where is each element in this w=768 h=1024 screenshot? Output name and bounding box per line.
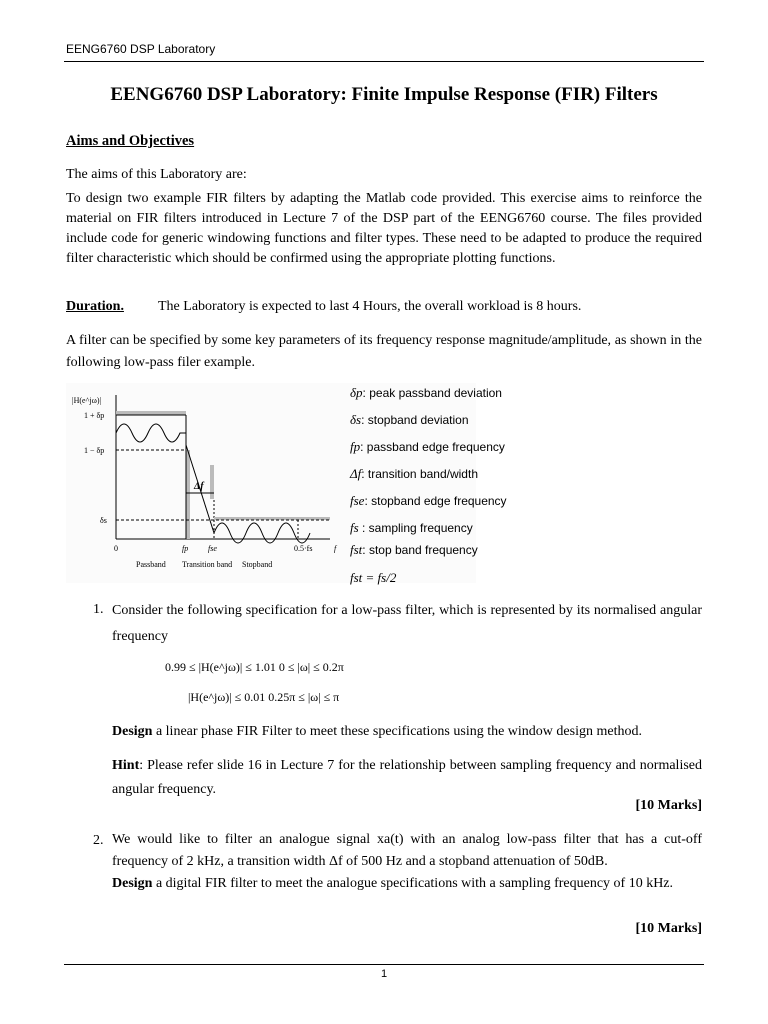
header-rule	[64, 61, 704, 62]
legend-delta-f	[350, 466, 478, 482]
legend-fp	[350, 439, 505, 455]
aims-intro: The aims of this Laboratory are:	[66, 167, 247, 182]
aims-body: To design two example FIR filters by adapting the Matlab code provided. This exercise aims to reinforce the material on FIR filters introduced in Lecture 7 of the DSP part of the EENG6760 course. The files provided include code for generic windowing functions and filter types. These need to be adapted to produce the required filter characteristic which should be confirmed using the appropriate plotting functions.	[66, 191, 702, 266]
region-stopband: Stopband	[242, 560, 273, 569]
x-tick-f: f	[334, 544, 337, 553]
legend-sym: δp	[350, 385, 363, 400]
legend-desc: : peak passband deviation	[362, 386, 502, 400]
q2-design	[112, 871, 702, 897]
q2-design-text: a digital FIR filter to meet the analogue specifications with a sampling frequency of 10 kHz.	[152, 876, 674, 891]
q1-design-text: a linear phase FIR Filter to meet these specifications using the window design method.	[152, 724, 642, 739]
x-tick-half-fs: 0.5·fs	[294, 544, 313, 553]
legend-delta-s	[350, 412, 469, 428]
q1-hint-label: Hint	[112, 758, 140, 773]
legend-sym: fp	[350, 439, 361, 454]
page-title: EENG6760 DSP Laboratory: Finite Impulse Response (FIR) Filters	[110, 84, 658, 105]
q1-hint	[112, 754, 702, 802]
legend-sym: Δf	[350, 466, 362, 481]
duration-text: The Laboratory is expected to last 4 Hours, the overall workload is 8 hours.	[158, 299, 582, 314]
x-tick-0: 0	[114, 544, 118, 553]
legend-desc: : stopband deviation	[361, 413, 469, 427]
delta-f-label: Δf	[194, 481, 204, 492]
legend-fs	[350, 520, 473, 536]
region-passband: Passband	[136, 560, 166, 569]
q1-equation-2: |H(e^jω)| ≤ 0.01 0.25π ≤ |ω| ≤ π	[188, 690, 340, 704]
footer-rule	[64, 964, 704, 965]
legend-fst	[350, 542, 478, 558]
legend-delta-p	[350, 385, 502, 401]
legend-desc: : sampling frequency	[358, 521, 473, 535]
q1-design	[112, 720, 702, 744]
legend-desc: : stop band frequency	[362, 543, 478, 557]
q2-marks: [10 Marks]	[635, 921, 702, 936]
x-tick-fp: fp	[182, 544, 189, 553]
x-tick-fse: fse	[208, 544, 217, 553]
legend-fst-formula	[350, 570, 396, 586]
passband-upper-hatch	[116, 411, 186, 415]
y-axis-label: |H(e^jω)|	[72, 396, 102, 405]
legend-sym: fse	[350, 493, 365, 508]
legend-desc: : passband edge frequency	[360, 440, 505, 454]
duration-label: Duration.	[66, 299, 124, 314]
filter-intro: A filter can be specified by some key parameters of its frequency response magnitude/amplitude, as shown in the following low-pass filer example.	[66, 333, 702, 370]
q1-equation-1: 0.99 ≤ |H(e^jω)| ≤ 1.01 0 ≤ |ω| ≤ 0.2π	[165, 660, 344, 674]
legend-fse	[350, 493, 507, 509]
y-tick-upper: 1 + δp	[84, 411, 105, 420]
q1-text: Consider the following specification for a low-pass filter, which is represented by its normalised angular frequency	[112, 603, 702, 644]
legend-sym: fst = fs/2	[350, 570, 397, 585]
y-tick-lower: 1 − δp	[84, 446, 105, 455]
duration-line	[66, 299, 582, 315]
legend-sym: fst	[350, 542, 363, 557]
aims-heading: Aims and Objectives	[66, 133, 195, 149]
q1-number: 1.	[93, 602, 104, 617]
legend-sym: fs	[350, 520, 359, 535]
legend-desc: : stopband edge frequency	[364, 494, 507, 508]
legend-sym: δs	[350, 412, 362, 427]
q1-design-label: Design	[112, 724, 153, 739]
q1-hint-text: : Please refer slide 16 in Lecture 7 for the relationship between sampling frequency and normalised angular frequency.	[112, 758, 702, 797]
region-transition: Transition band	[182, 560, 233, 569]
y-tick-stop: δs	[100, 516, 107, 525]
passband-edge-hatch	[186, 450, 190, 539]
q1-marks: [10 Marks]	[635, 798, 702, 813]
q2-text: We would like to filter an analogue signal xa(t) with an analog low-pass filter that has a cut-off frequency of 2 kHz, a transition width Δf of 500 Hz and a stopband attenuation of 50dB.	[112, 832, 702, 869]
stopband-edge-hatch	[210, 465, 214, 499]
page-number: 1	[380, 968, 388, 980]
q2-number: 2.	[93, 833, 104, 848]
q2-design-label: Design	[112, 876, 153, 891]
running-header: EENG6760 DSP Laboratory	[66, 42, 216, 56]
legend-desc: : transition band/width	[361, 467, 478, 481]
